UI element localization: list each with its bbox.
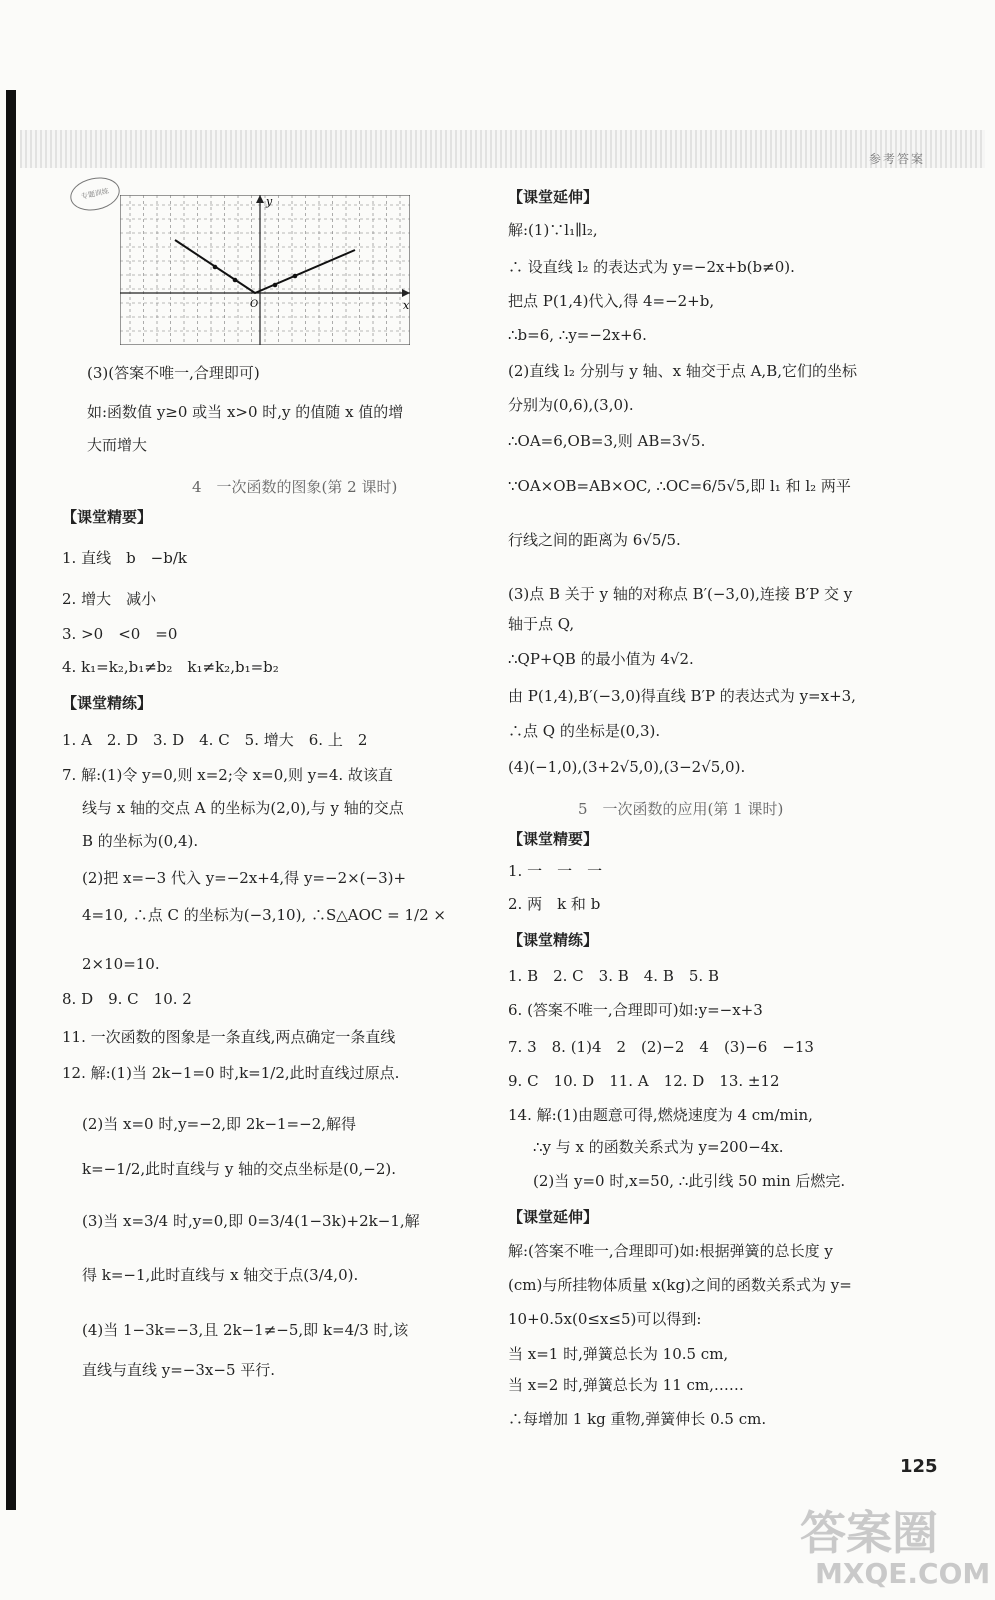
right-answer-line: (4)(−1,0),(3+2√5,0),(3−2√5,0). [508,758,746,776]
left-answer-line: 3. >0 <0 =0 [62,625,178,643]
right-answer-line: 由 P(1,4),B′(−3,0)得直线 B′P 的表达式为 y=x+3, [508,687,856,705]
left-answer-line: 1. 直线 b −b/k [62,549,187,567]
right-answer-line: 9. C 10. D 11. A 12. D 13. ±12 [508,1072,780,1090]
right-answer-line: (2)当 y=0 时,x=50, ∴此引线 50 min 后燃完. [533,1172,846,1190]
right-answer-line: 7. 3 8. (1)4 2 (2)−2 4 (3)−6 −13 [508,1038,814,1056]
left-answer-line: (3)当 x=3/4 时,y=0,即 0=3/4(1−3k)+2k−1,解 [82,1212,420,1230]
right-answer-line: (cm)与所挂物体质量 x(kg)之间的函数关系式为 y= [508,1276,852,1294]
left-answer-line: 大而增大 [87,436,148,454]
x-axis-label: x [403,299,410,312]
right-answer-line: ∵OA×OB=AB×OC, ∴OC=6/5√5,即 l₁ 和 l₂ 两平 [508,477,851,495]
left-answer-line: 1. A 2. D 3. D 4. C 5. 增大 6. 上 2 [62,731,368,749]
right-answer-line: 分别为(0,6),(3,0). [508,396,634,414]
right-answer-line: (3)点 B 关于 y 轴的对称点 B′(−3,0),连接 B′P 交 y [508,585,853,603]
right-answer-line: 把点 P(1,4)代入,得 4=−2+b, [508,292,715,310]
right-answer-line: 当 x=2 时,弹簧总长为 11 cm,…… [508,1376,744,1394]
y-axis-label: y [266,195,273,208]
header-title: 参考答案 [868,152,925,166]
left-answer-line: (2)当 x=0 时,y=−2,即 2k−1=−2,解得 [82,1115,357,1133]
right-answer-line: 1. 一 一 一 [508,862,603,880]
left-answer-line: 4=10, ∴点 C 的坐标为(−3,10), ∴S△AOC = 1/2 × [82,906,446,924]
right-answer-line: 2. 两 k 和 b [508,895,601,913]
right-answer-line: ∴ 设直线 l₂ 的表达式为 y=−2x+b(b≠0). [508,258,795,276]
right-answer-line: 5 一次函数的应用(第 1 课时) [578,800,784,818]
right-answer-line: 行线之间的距离为 6√5/5. [508,531,681,549]
left-answer-line: (4)当 1−3k=−3,且 2k−1≠−5,即 k=4/3 时,该 [82,1321,409,1339]
left-answer-line: 2. 增大 减小 [62,590,157,608]
left-answer-line: 得 k=−1,此时直线与 x 轴交于点(3/4,0). [82,1266,359,1284]
watermark-logo: 答案圈 [800,1506,938,1560]
left-answer-line: 4. k₁=k₂,b₁≠b₂ k₁≠k₂,b₁=b₂ [62,658,279,676]
book-spine-shadow [6,90,16,1510]
right-answer-line: ∴OA=6,OB=3,则 AB=3√5. [508,432,706,450]
left-answer-line: 11. 一次函数的图象是一条直线,两点确定一条直线 [62,1028,396,1046]
left-answer-line: 【课堂精要】 [62,508,153,526]
left-answer-line: 如:函数值 y≥0 或当 x>0 时,y 的值随 x 值的增 [87,403,404,421]
right-answer-line: 轴于点 Q, [508,615,575,633]
right-answer-line: ∴b=6, ∴y=−2x+6. [508,326,647,344]
right-answer-line: 10+0.5x(0≤x≤5)可以得到: [508,1310,702,1328]
coordinate-graph [120,195,410,345]
right-answer-line: ∴QP+QB 的最小值为 4√2. [508,650,694,668]
header-decoration [20,130,985,168]
left-answer-line: 2×10=10. [82,955,160,973]
left-answer-line: (3)(答案不唯一,合理即可) [87,364,260,382]
left-answer-line: 12. 解:(1)当 2k−1=0 时,k=1/2,此时直线过原点. [62,1064,400,1082]
right-answer-line: ∴y 与 x 的函数关系式为 y=200−4x. [533,1138,784,1156]
left-answer-line: B 的坐标为(0,4). [82,832,199,850]
watermark-url: MXQE.COM [815,1557,991,1590]
right-answer-line: ∴每增加 1 kg 重物,弹簧伸长 0.5 cm. [508,1410,767,1428]
left-answer-line: 8. D 9. C 10. 2 [62,990,192,1008]
left-answer-line: 直线与直线 y=−3x−5 平行. [82,1361,276,1379]
left-answer-line: 7. 解:(1)令 y=0,则 x=2;令 x=0,则 y=4. 故该直 [62,766,393,784]
left-answer-line: (2)把 x=−3 代入 y=−2x+4,得 y=−2×(−3)+ [82,869,407,887]
right-answer-line: (2)直线 l₂ 分别与 y 轴、x 轴交于点 A,B,它们的坐标 [508,362,857,380]
left-answer-line: 4 一次函数的图象(第 2 课时) [192,478,398,496]
left-answer-line: k=−1/2,此时直线与 y 轴的交点坐标是(0,−2). [82,1160,397,1178]
right-answer-line: 【课堂延伸】 [508,188,599,206]
right-answer-line: 14. 解:(1)由题意可得,燃烧速度为 4 cm/min, [508,1106,813,1124]
right-answer-line: 当 x=1 时,弹簧总长为 10.5 cm, [508,1345,729,1363]
right-answer-line: 【课堂精要】 [508,830,599,848]
right-answer-line: 【课堂精练】 [508,931,599,949]
right-answer-line: ∴点 Q 的坐标是(0,3). [508,722,661,740]
right-answer-line: 1. B 2. C 3. B 4. B 5. B [508,967,719,985]
left-answer-line: 【课堂精练】 [62,694,153,712]
origin-label: O [250,299,259,310]
left-answer-line: 线与 x 轴的交点 A 的坐标为(2,0),与 y 轴的交点 [82,799,404,817]
right-answer-line: 解:(答案不唯一,合理即可)如:根据弹簧的总长度 y [508,1242,833,1260]
right-answer-line: 6. (答案不唯一,合理即可)如:y=−x+3 [508,1001,763,1019]
page-number: 125 [900,1456,938,1477]
right-answer-line: 【课堂延伸】 [508,1208,599,1226]
topic-stamp: 专题训练 [67,173,123,215]
right-answer-line: 解:(1)∵l₁∥l₂, [508,221,598,239]
